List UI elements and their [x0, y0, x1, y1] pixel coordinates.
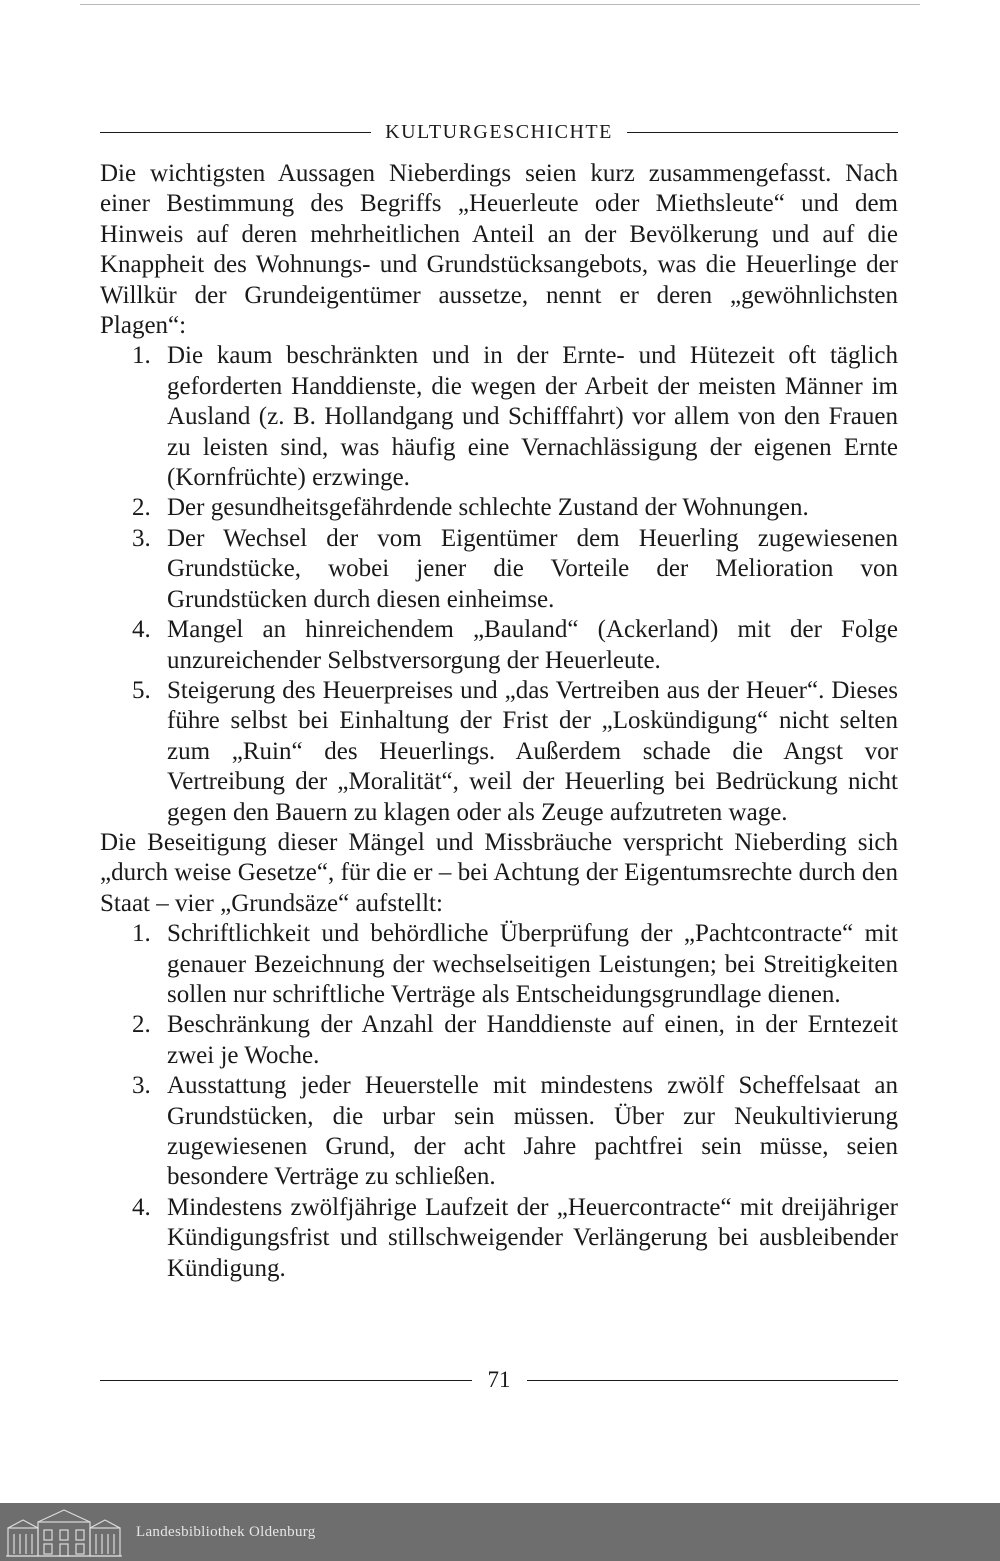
principle-item [100, 1071, 898, 1193]
list-item-text: Steigerung des Heuerpreises und „das Vertreiben aus der Heuer“. Dieses führe selbst bei Einhaltung der Frist der „Loskündigung“ nicht selten zum „Ruin“ des Heuerlings. Außerdem schade die Angst vor Vertreibung der „Moralität“, weil der Heuerling bei Bedrückung nicht gegen den Bauern zu klagen oder als Zeuge aufzutreten wage. [167, 676, 898, 826]
list-item-text: Die kaum beschränkten und in der Ernte- und Hütezeit oft täglich geforderten Handdienste, die wegen der Arbeit der meisten Männer im Ausland (z. B. Hollandgang und Schifffahrt) vor allem von den Frauen zu leisten sind, was häufig eine Vernachlässigung der eigenen Ernte (Kornfrüchte) erzwinge. [167, 342, 898, 492]
running-header-title: KULTURGESCHICHTE [385, 121, 613, 143]
list-number: 2. [132, 1011, 151, 1039]
middle-paragraph: Die Beseitigung dieser Mängel und Missbräuche verspricht Nieberding sich „durch weise Gesetze“, für die er – bei Achtung der Eigentumsrechte durch den Staat – vier „Grundsäze“ aufstellt: [100, 828, 898, 917]
plague-item [100, 615, 898, 676]
plague-item [100, 524, 898, 615]
top-scan-rule [80, 4, 920, 5]
list-number: 5. [132, 676, 151, 704]
list-item-text: Ausstattung jeder Heuerstelle mit mindestens zwölf Scheffelsaat an Grundstücken, die urbar sein müssen. Über zur Neukultivierung zugewiesenen Grund, der acht Jahre pachtfrei sein müsse, seien besondere Verträge zu schließen. [167, 1072, 898, 1191]
header-rule-left [100, 132, 371, 133]
list-item-text: Mindestens zwölfjährige Laufzeit der „Heuercontracte“ mit dreijähriger Kündigungsfrist und stillschweigender Verlängerung bei ausbleibender Kündigung. [167, 1193, 898, 1282]
list-number: 1. [132, 342, 151, 370]
plague-item [100, 341, 898, 493]
principles-list [100, 919, 898, 1284]
list-number: 4. [132, 616, 151, 644]
list-number: 1. [132, 920, 151, 948]
list-item-text: Der gesundheitsgefährdende schlechte Zustand der Wohnungen. [167, 494, 809, 522]
list-number: 3. [132, 1072, 151, 1100]
running-header [100, 117, 898, 147]
page-number: 71 [487, 1367, 511, 1392]
list-item-text: Der Wechsel der vom Eigentümer dem Heuerling zugewiesenen Grundstücke, wobei jener die Vorteile der Melioration von Grundstücken durch diesen einheimse. [167, 524, 898, 613]
list-item-text: Beschränkung der Anzahl der Handdienste auf einen, in der Erntezeit zwei je Woche. [167, 1011, 898, 1069]
header-rule-right [627, 132, 898, 133]
list-item-text: Schriftlichkeit und behördliche Überprüfung der „Pachtcontracte“ mit genauer Bezeichnung der wechselseitigen Leistungen; bei Streitigkeiten sollen nur schriftliche Verträge als Entscheidungsgrundlage dienen. [167, 920, 898, 1008]
intro-paragraph: Die wichtigsten Aussagen Nieberdings seien kurz zusammengefasst. Nach einer Bestimmung des Begriffs „Heuerleute oder Miethsleute“ und dem Hinweis auf deren mehrheitlichen Anteil an der Bevölkerung und auf die Knappheit des Wohnungs- und Grundstücksangebots, was die Heuerlinge der Willkür der Grundeigentümer aussetze, nennt er deren „gewöhnlichsten Plagen“: [100, 160, 898, 340]
list-item-text: Mangel an hinreichendem „Bauland“ (Ackerland) mit der Folge unzureichender Selbstversorgung der Heuerleute. [167, 616, 898, 674]
list-number: 2. [132, 494, 151, 522]
footer-rule-left [100, 1380, 472, 1381]
plagues-list [100, 341, 898, 828]
principle-item [100, 1010, 898, 1071]
plague-item [100, 676, 898, 828]
page-body [100, 159, 898, 1284]
library-building-icon [4, 1506, 124, 1558]
library-name: Landesbibliothek Oldenburg [136, 1523, 316, 1540]
plague-item [100, 493, 898, 523]
list-number: 3. [132, 524, 151, 552]
footer-rule-right [527, 1380, 899, 1381]
principle-item [100, 919, 898, 1010]
page-footer [100, 1365, 898, 1395]
library-banner [0, 1503, 1000, 1561]
principle-item [100, 1193, 898, 1284]
list-number: 4. [132, 1193, 151, 1221]
